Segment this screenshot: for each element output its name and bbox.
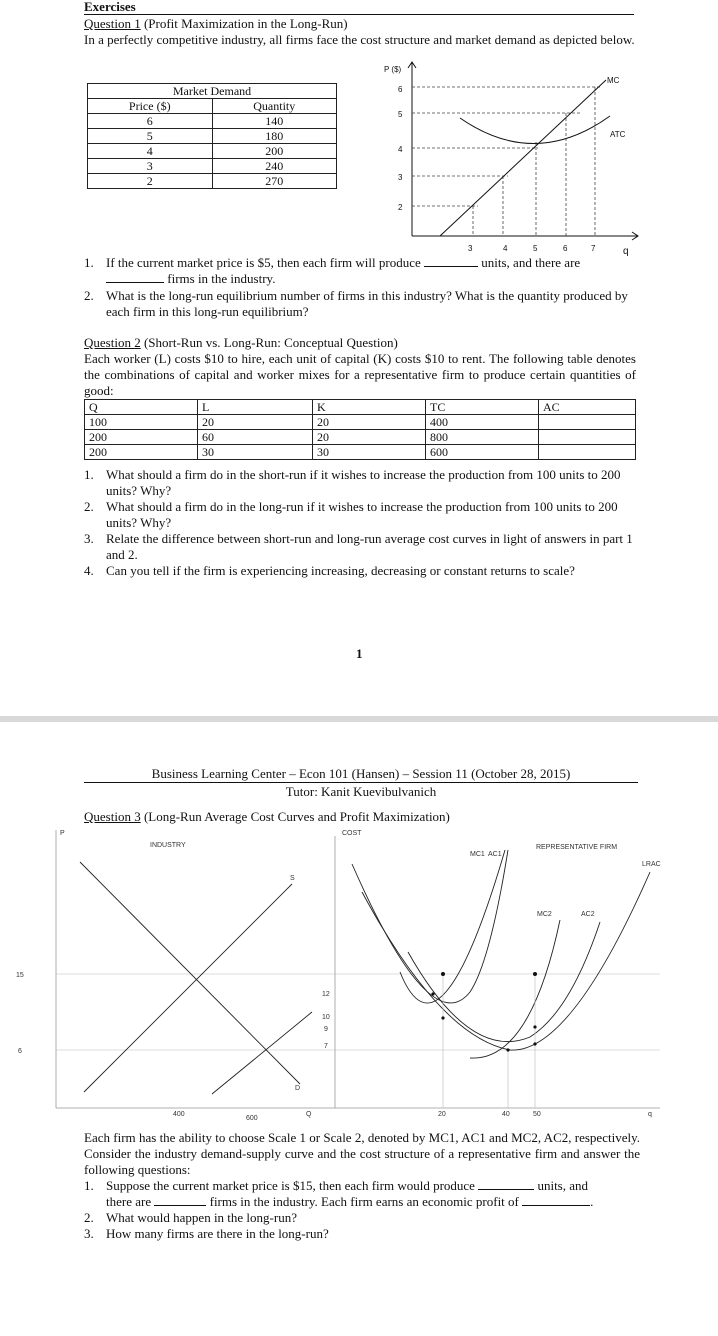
mc1-label: MC1 — [470, 851, 485, 858]
mid-tick: 7 — [324, 1043, 328, 1050]
item-number: 1. — [84, 1178, 94, 1193]
firm-x-tick: 40 — [502, 1111, 510, 1118]
q1-title — [84, 16, 640, 32]
cell-price: 2 — [88, 174, 213, 189]
point-marker — [441, 1016, 444, 1019]
q1-subtitle: (Profit Maximization in the Long-Run) — [143, 16, 348, 31]
q2-questions — [84, 467, 638, 579]
ac1-curve — [352, 850, 508, 1003]
point-marker — [533, 1025, 536, 1028]
cell-quantity: 140 — [212, 114, 337, 129]
industry-x-tick: 400 — [173, 1111, 185, 1118]
col-header-k: K — [313, 400, 426, 415]
answer-blank-firms[interactable] — [154, 1194, 206, 1206]
item-number: 2. — [84, 1210, 94, 1225]
x-tick: 4 — [503, 244, 508, 253]
q1-item1-text-c: firms in the industry. — [167, 271, 276, 286]
q2-item-text: What should a firm do in the long-run if it wishes to increase the production from 100 units to 200 units? Why? — [106, 499, 618, 530]
q1-title-label: Question 1 — [84, 16, 141, 31]
x-tick: 7 — [591, 244, 596, 253]
q1-item1-text-a: If the current market price is $5, then each firm will produce — [106, 255, 421, 270]
cell-tc: 800 — [426, 430, 539, 445]
mc-curve — [440, 80, 606, 236]
cell-quantity: 200 — [212, 144, 337, 159]
point-marker — [533, 1042, 536, 1045]
cell-price: 6 — [88, 114, 213, 129]
q1-cost-graph — [370, 58, 660, 258]
y-tick: 6 — [398, 85, 403, 94]
q2-cost-table — [84, 399, 636, 460]
q2-item-text: Relate the difference between short-run and long-run average cost curves in light of answers in part 1 and 2. — [106, 531, 633, 562]
item-number: 1. — [84, 255, 94, 270]
mid-tick: 10 — [322, 1014, 330, 1021]
representative-firm-label: REPRESENTATIVE FIRM — [536, 844, 618, 851]
q2-intro: Each worker (L) costs $10 to hire, each unit of capital (K) costs $10 to rent. The following table denotes the combinations of capital and worker mixes for a representative firm to produce certain quantities of good: — [84, 351, 636, 398]
cell-k: 20 — [313, 415, 426, 430]
list-item — [84, 1178, 640, 1210]
industry-supply-curve — [84, 884, 292, 1092]
cell-l: 60 — [198, 430, 313, 445]
answer-blank-units[interactable] — [478, 1178, 534, 1190]
table-row — [88, 129, 337, 144]
mid-tick: 12 — [322, 991, 330, 998]
col-quantity-header: Quantity — [212, 99, 337, 114]
list-item — [84, 499, 638, 531]
q2-item-text: Can you tell if the firm is experiencing increasing, decreasing or constant returns to scale? — [106, 563, 575, 578]
cell-price: 5 — [88, 129, 213, 144]
ac2-label: AC2 — [581, 911, 595, 918]
table-row — [88, 144, 337, 159]
ac2-curve — [408, 922, 600, 1042]
table-row — [88, 114, 337, 129]
q2-title — [84, 335, 640, 351]
s-label: S — [290, 875, 295, 882]
q3-intro: Each firm has the ability to choose Scale 1 or Scale 2, denoted by MC1, AC1 and MC2, AC2, respectively. Consider the industry demand-supply curve and the cost structure of a representative firm and answer the following questions: — [84, 1130, 640, 1177]
cell-tc: 600 — [426, 445, 539, 460]
q1-questions — [84, 255, 640, 320]
q3-questions — [84, 1178, 640, 1242]
cell-q: 100 — [85, 415, 198, 430]
list-item — [84, 255, 640, 287]
list-item — [84, 531, 638, 563]
mc2-label: MC2 — [537, 911, 552, 918]
market-demand-table — [87, 83, 337, 189]
cell-ac[interactable] — [539, 430, 636, 445]
list-item — [84, 563, 638, 579]
mc2-curve — [470, 920, 560, 1058]
q2-subtitle: (Short-Run vs. Long-Run: Conceptual Question) — [143, 335, 398, 350]
item-number: 3. — [84, 531, 94, 546]
list-item — [84, 1210, 640, 1226]
list-item — [84, 467, 638, 499]
col-header-q: Q — [85, 400, 198, 415]
cell-price: 4 — [88, 144, 213, 159]
item-number: 2. — [84, 499, 94, 514]
page-separator — [0, 716, 718, 722]
q1-intro: In a perfectly competitive industry, all firms face the cost structure and market demand as depicted below. — [84, 32, 635, 47]
lrac-label: LRAC — [642, 861, 661, 868]
cell-l: 30 — [198, 445, 313, 460]
q3-item1-text-c: there are — [106, 1194, 152, 1209]
col-header-ac: AC — [539, 400, 636, 415]
y-axis-label: P ($) — [384, 65, 402, 74]
list-item — [84, 288, 640, 320]
mc-label: MC — [607, 76, 620, 85]
point-marker — [533, 972, 537, 976]
y-tick: 2 — [398, 203, 403, 212]
table-row — [88, 159, 337, 174]
table-row — [85, 430, 636, 445]
q-axis-label: q — [648, 1111, 652, 1118]
y-tick: 3 — [398, 173, 403, 182]
x-axis-label: q — [623, 246, 629, 257]
industry-demand-curve — [80, 862, 300, 1084]
item-number: 1. — [84, 467, 94, 482]
list-item — [84, 1226, 640, 1242]
heading-rule — [84, 14, 634, 15]
point-marker — [441, 972, 445, 976]
q3-item1-text-a: Suppose the current market price is $15, then each firm would produce — [106, 1178, 475, 1193]
header-rule — [84, 782, 638, 783]
cell-q: 200 — [85, 445, 198, 460]
page2-header-line2: Tutor: Kanit Kuevibulvanich — [285, 784, 437, 799]
origin-label: Q — [306, 1111, 312, 1118]
point-marker — [431, 992, 434, 995]
q2-item-text: What should a firm do in the short-run if it wishes to increase the production from 100 units to 200 units? Why? — [106, 467, 621, 498]
atc-label: ATC — [610, 130, 626, 139]
q1-item1-text-b: units, and there are — [481, 255, 581, 270]
x-tick: 3 — [468, 244, 473, 253]
industry-x-tick: 600 — [246, 1115, 258, 1122]
answer-blank-units[interactable] — [424, 255, 478, 267]
industry-supply-curve-2 — [212, 1012, 312, 1094]
d-label: D — [295, 1085, 301, 1092]
cell-price: 3 — [88, 159, 213, 174]
mid-tick: 9 — [324, 1026, 328, 1033]
q1-item2-text: What is the long-run equilibrium number of firms in this industry? What is the quantity produced by each firm in this long-run equilibrium? — [106, 288, 628, 319]
cost-axis-label: COST — [342, 830, 362, 837]
market-demand-caption: Market Demand — [88, 84, 337, 99]
table-row — [85, 445, 636, 460]
cell-k: 20 — [313, 430, 426, 445]
q3-title-label: Question 3 — [84, 809, 141, 824]
q3-graph — [0, 822, 718, 1122]
left-tick: 6 — [18, 1048, 22, 1055]
industry-label: INDUSTRY — [150, 842, 186, 849]
answer-blank-firms[interactable] — [106, 271, 164, 283]
atc-curve — [460, 116, 610, 144]
cell-k: 30 — [313, 445, 426, 460]
ac1-label: AC1 — [488, 851, 502, 858]
item-number: 4. — [84, 563, 94, 578]
cell-q: 200 — [85, 430, 198, 445]
item-number: 2. — [84, 288, 94, 303]
cell-quantity: 180 — [212, 129, 337, 144]
table-row — [85, 415, 636, 430]
table-row — [88, 174, 337, 189]
q3-item-text: How many firms are there in the long-run? — [106, 1226, 329, 1241]
cell-quantity: 270 — [212, 174, 337, 189]
page2-header-line1: Business Learning Center – Econ 101 (Hansen) – Session 11 (October 28, 2015) — [151, 766, 571, 781]
cell-l: 20 — [198, 415, 313, 430]
cell-quantity: 240 — [212, 159, 337, 174]
col-header-l: L — [198, 400, 313, 415]
q3-subtitle: (Long-Run Average Cost Curves and Profit Maximization) — [143, 809, 450, 824]
col-header-tc: TC — [426, 400, 539, 415]
answer-blank-profit[interactable] — [522, 1194, 590, 1206]
x-tick: 5 — [533, 244, 538, 253]
x-tick: 6 — [563, 244, 568, 253]
q3-item1-text-b: units, and — [537, 1178, 589, 1193]
cell-ac[interactable] — [539, 415, 636, 430]
y-tick: 5 — [398, 110, 403, 119]
y-tick: 4 — [398, 145, 403, 154]
q2-title-label: Question 2 — [84, 335, 141, 350]
q3-item-text: What would happen in the long-run? — [106, 1210, 297, 1225]
lrac-curve — [362, 872, 650, 1050]
firm-x-tick: 50 — [533, 1111, 541, 1118]
cell-tc: 400 — [426, 415, 539, 430]
col-price-header: Price ($) — [88, 99, 213, 114]
cell-ac[interactable] — [539, 445, 636, 460]
firm-x-tick: 20 — [438, 1111, 446, 1118]
page-number: 1 — [356, 646, 363, 661]
item-number: 3. — [84, 1226, 94, 1241]
exercises-heading: Exercises — [84, 0, 136, 14]
q3-item1-text-d: firms in the industry. Each firm earns an economic profit of — [209, 1194, 519, 1209]
left-tick: 15 — [16, 972, 24, 979]
p-axis-label: P — [60, 830, 65, 837]
point-marker — [506, 1048, 509, 1051]
q3-item1-text-e: . — [590, 1194, 594, 1209]
